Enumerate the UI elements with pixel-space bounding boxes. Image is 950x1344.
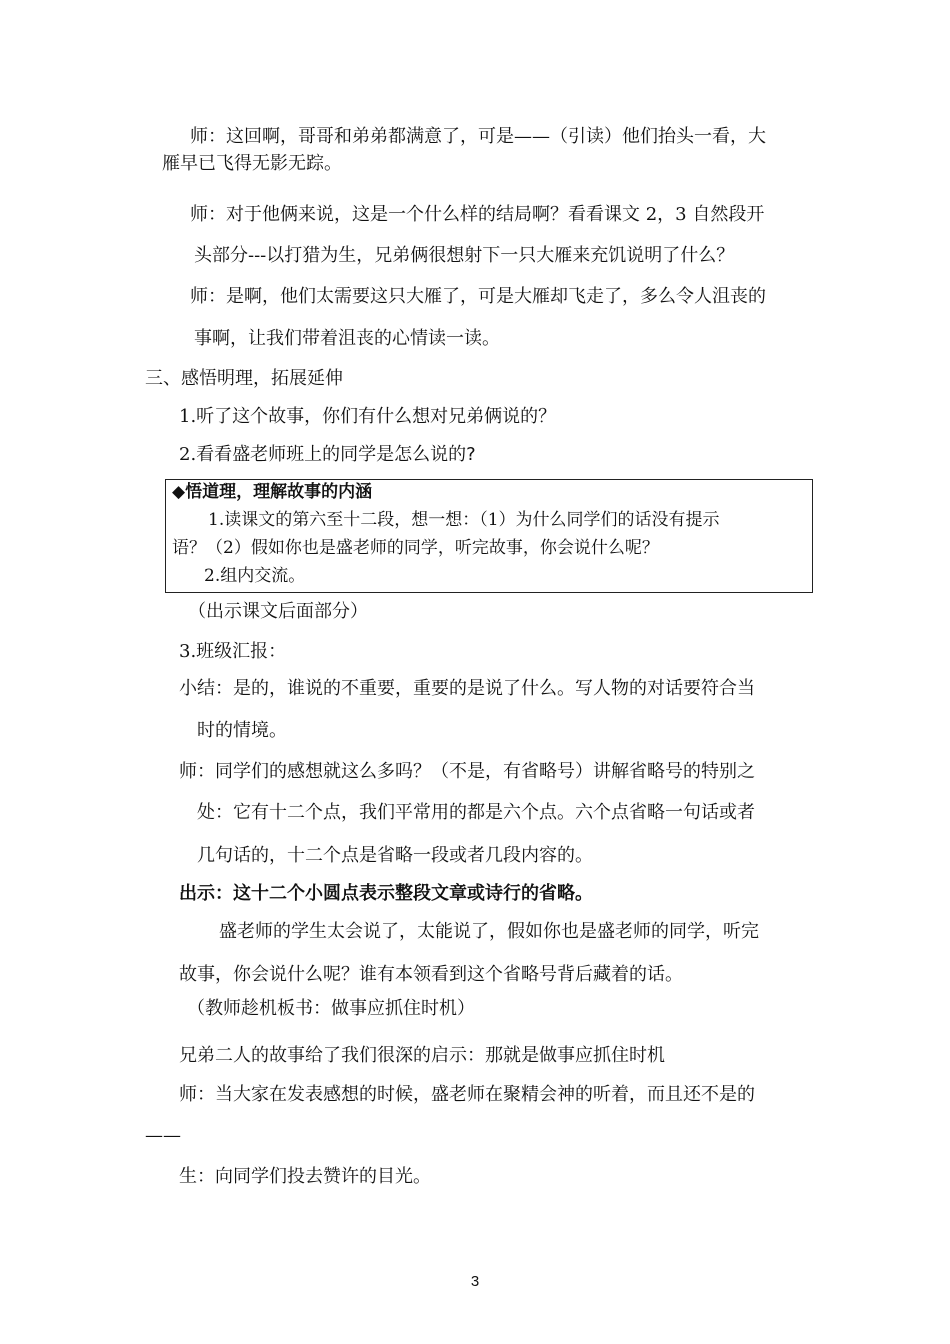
section-heading: 三、感悟明理，拓展延伸 [145, 368, 343, 389]
box-line: 2.组内交流。 [204, 566, 306, 586]
paragraph-line: 师：这回啊，哥哥和弟弟都满意了，可是——（引读）他们抬头一看，大 [190, 126, 766, 147]
paragraph-line: 处：它有十二个点，我们平常用的都是六个点。六个点省略一句话或者 [197, 802, 755, 823]
box-line: 语？（2）假如你也是盛老师的同学，听完故事，你会说什么呢？ [172, 538, 659, 558]
paragraph-line: 师：是啊，他们太需要这只大雁了，可是大雁却飞走了，多么令人沮丧的 [190, 286, 766, 307]
paragraph-line: 兄弟二人的故事给了我们很深的启示：那就是做事应抓住时机 [179, 1045, 665, 1066]
paragraph-line: 小结：是的，谁说的不重要，重要的是说了什么。写人物的对话要符合当 [179, 678, 755, 699]
paragraph-line: 头部分---以打猎为生，兄弟俩很想射下一只大雁来充饥说明了什么？ [194, 245, 735, 266]
list-item: 3.班级汇报： [179, 641, 287, 662]
paragraph-line: 几句话的，十二个点是省略一段或者几段内容的。 [197, 845, 593, 866]
paragraph-line: 雁早已飞得无影无踪。 [162, 153, 342, 174]
list-item [179, 443, 476, 467]
paragraph-line: 师：同学们的感想就这么多吗？（不是，有省略号）讲解省略号的特别之 [179, 761, 755, 782]
paragraph-line: 时的情境。 [197, 720, 287, 741]
list-item-prefix: 2.看看 [179, 444, 233, 465]
paragraph-line: —— [145, 1125, 181, 1146]
paragraph-line: 师：对于他俩来说，这是一个什么样的结局啊？看看课文 2，3 自然段开 [190, 204, 765, 225]
box-line: 1.读课文的第六至十二段，想一想：（1）为什么同学们的话没有提示 [208, 510, 720, 530]
paragraph-line: （出示课文后面部分） [188, 601, 368, 622]
paragraph-line: （教师趁机板书：做事应抓住时机） [187, 998, 475, 1019]
box-title: ◆悟道理，理解故事的内涵 [172, 482, 373, 502]
list-item: 1.听了这个故事，你们有什么想对兄弟俩说的？ [179, 406, 557, 427]
paragraph-line: 生：向同学们投去赞许的目光。 [179, 1166, 431, 1187]
paragraph-line: 故事，你会说什么呢？谁有本领看到这个省略号背后藏着的话。 [179, 964, 683, 985]
highlight-line: 出示：这十二个小圆点表示整段文章或诗行的省略。 [179, 883, 593, 904]
paragraph-line: 盛老师的学生太会说了，太能说了，假如你也是盛老师的同学，听完 [219, 921, 759, 942]
paragraph-line: 师：当大家在发表感想的时候，盛老师在聚精会神的听着，而且还不是的 [179, 1084, 755, 1105]
paragraph-line: 事啊，让我们带着沮丧的心情读一读。 [194, 328, 500, 349]
page-number: 3 [470, 1273, 480, 1290]
activity-box [165, 479, 813, 593]
list-item-text: 盛老师班上的同学是怎么说的? [232, 444, 476, 465]
